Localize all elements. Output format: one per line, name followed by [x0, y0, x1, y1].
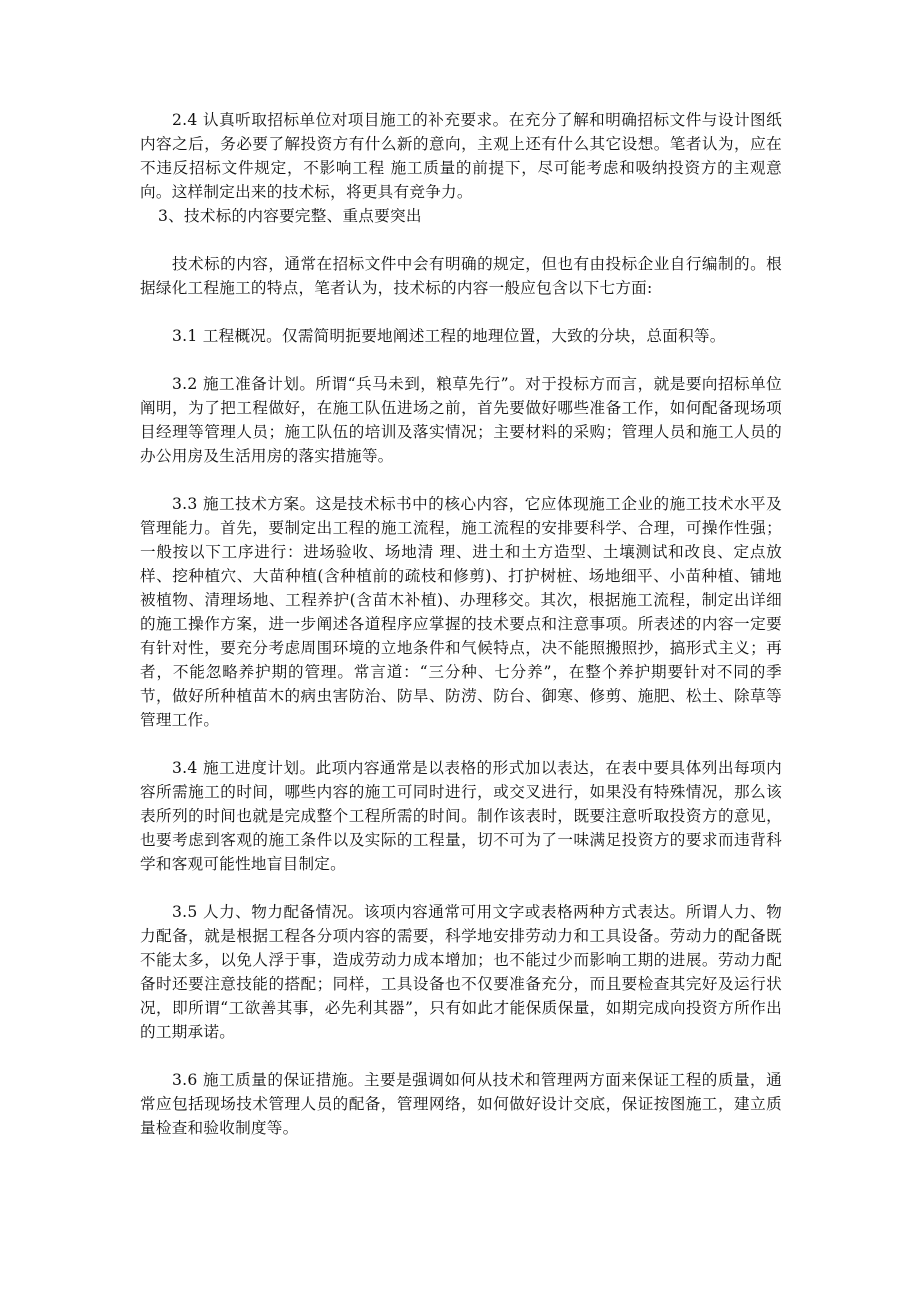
paragraph-3-5: 3.5 人力、物力配备情况。该项内容通常可用文字或表格两种方式表达。所谓人力、物力配备，就是根据工程各分项内容的需要，科学地安排劳动力和工具设备。劳动力的配备既不能太多，以免人浮于事，造成劳动力成本增加；也不能过少而影响工期的进展。劳动力配备时还要注意技能的搭配；同样，工具设备也不仅要准备充分，而且要检查其完好及运行状况，即所谓“工欲善其事，必先利其器”，只有如此才能保质保量，如期完成向投资方所作出的工期承诺。 [140, 903, 782, 1041]
spacer [140, 732, 782, 756]
section-heading-3: 3、技术标的内容要完整、重点要突出 [158, 207, 422, 225]
spacer [140, 468, 782, 492]
document-body [140, 108, 782, 1140]
spacer [140, 876, 782, 900]
spacer [140, 348, 782, 372]
spacer [140, 228, 782, 252]
paragraph-3-2: 3.2 施工准备计划。所谓“兵马未到，粮草先行”。对于投标方而言，就是要向招标单位阐明，为了把工程做好，在施工队伍进场之前，首先要做好哪些准备工作，如何配备现场项目经理等管理人员；施工队伍的培训及落实情况；主要材料的采购；管理人员和施工人员的办公用房及生活用房的落实措施等。 [140, 375, 782, 465]
paragraph-intro: 技术标的内容，通常在招标文件中会有明确的规定，但也有由投标企业自行编制的。根据绿化工程施工的特点，笔者认为，技术标的内容一般应包含以下七方面: [140, 255, 782, 297]
paragraph-3-3: 3.3 施工技术方案。这是技术标书中的核心内容，它应体现施工企业的施工技术水平及管理能力。首先，要制定出工程的施工流程，施工流程的安排要科学、合理，可操作性强；一般按以下工序进行：进场验收、场地清 理、进土和土方造型、土壤测试和改良、定点放样、挖种植穴、大苗种植(含种植前的疏枝和修剪)、打护树桩、场地细平、小苗种植、铺地被植物、清理场地、工程养护(含苗木补植)、办理移交。其次，根据施工流程，制定出详细的施工操作方案，进一步阐述各道程序应掌握的技术要点和注意事项。所表述的内容一定要有针对性，要充分考虑周围环境的立地条件和气候特点，决不能照搬照抄，搞形式主义；再者，不能忽略养护期的管理。常言道：“三分种、七分养”，在整个养护期要针对不同的季节，做好所种植苗木的病虫害防治、防旱、防涝、防台、御寒、修剪、施肥、松土、除草等管理工作。 [140, 495, 782, 729]
paragraph-2-4: 2.4 认真听取招标单位对项目施工的补充要求。在充分了解和明确招标文件与设计图纸内容之后，务必要了解投资方有什么新的意向，主观上还有什么其它设想。笔者认为，应在不违反招标文件规定，不影响工程 施工质量的前提下，尽可能考虑和吸纳投资方的主观意向。这样制定出来的技术标，将更具有竞争力。 [140, 111, 782, 201]
paragraph-3-6: 3.6 施工质量的保证措施。主要是强调如何从技术和管理两方面来保证工程的质量，通常应包括现场技术管理人员的配备，管理网络，如何做好设计交底，保证按图施工，建立质量检查和验收制度等。 [140, 1071, 782, 1137]
paragraph-3-1: 3.1 工程概况。仅需简明扼要地阐述工程的地理位置，大致的分块，总面积等。 [172, 327, 726, 345]
spacer [140, 1044, 782, 1068]
spacer [140, 300, 782, 324]
paragraph-3-4: 3.4 施工进度计划。此项内容通常是以表格的形式加以表达，在表中要具体列出每项内容所需施工的时间，哪些内容的施工可同时进行，或交叉进行，如果没有特殊情况，那么该表所列的时间也就是完成整个工程所需的时间。制作该表时，既要注意听取投资方的意见，也要考虑到客观的施工条件以及实际的工程量，切不可为了一味满足投资方的要求而违背科学和客观可能性地盲目制定。 [140, 759, 782, 873]
